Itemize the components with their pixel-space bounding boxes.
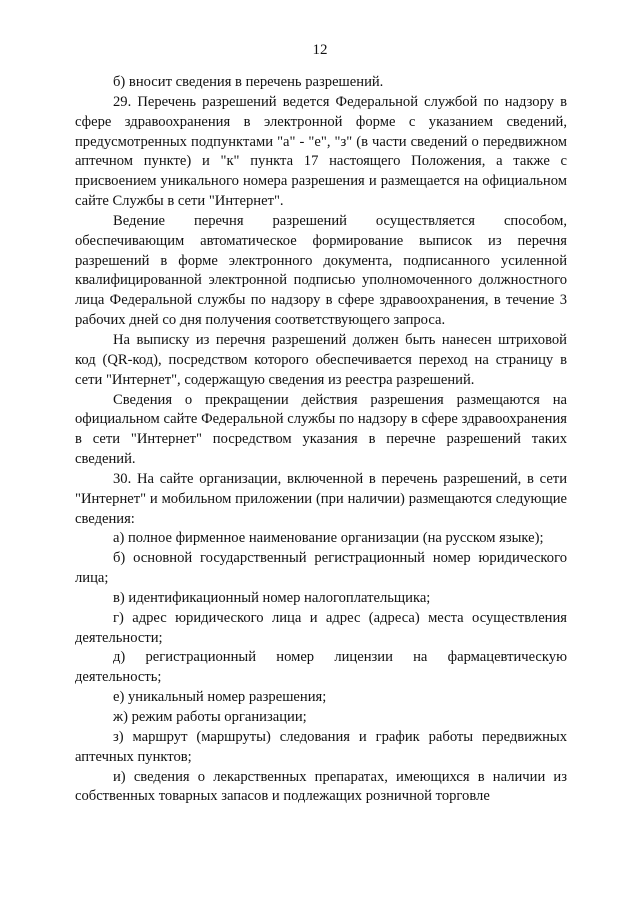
paragraph-item-b-enters-info: б) вносит сведения в перечень разрешений. [113, 74, 384, 90]
document-body [75, 73, 567, 807]
paragraph-list-maintenance: Ведение перечня разрешений осуществляется способом, обеспечивающим автоматическое формирование выписок из перечня разрешений в форме электронного документа, подписанного усиленной квалифицированной электронной подписью уполномоченного должностного лица Федеральной службы по надзору в сфере здравоохранения, в течение 3 рабочих дней со дня получения соответствующего запроса. [75, 212, 567, 329]
list-item-a: а) полное фирменное наименование организации (на русском языке); [113, 530, 544, 547]
list-item-e: е) уникальный номер разрешения; [113, 689, 327, 706]
list-item-z: з) маршрут (маршруты) следования и график работы передвижных аптечных пунктов; [75, 728, 567, 765]
list-item-v: в) идентификационный номер налогоплательщика; [113, 589, 431, 606]
list-item-g: г) адрес юридического лица и адрес (адреса) места осуществления деятельности; [75, 609, 567, 646]
list-item-b: б) основной государственный регистрационный номер юридического лица; [75, 550, 567, 587]
page-number: 12 [312, 42, 328, 58]
paragraph-29-permit-list: 29. Перечень разрешений ведется Федеральной службой по надзору в сфере здравоохранения в электронной форме с указанием сведений, предусмотренных подпунктами "а" - "е", "з" (в части сведений о передвижном аптечном пункте) и "к" пункта 17 настоящего Положения, а также с присвоением уникального номера разрешения и размещается на официальном сайте Службы в сети "Интернет". [75, 93, 567, 210]
list-item-zh: ж) режим работы организации; [113, 709, 307, 725]
list-item-d: д) регистрационный номер лицензии на фармацевтическую деятельность; [75, 649, 567, 686]
paragraph-qr-code: На выписку из перечня разрешений должен быть нанесен штриховой код (QR-код), посредством которого обеспечивается переход на страницу в сети "Интернет", содержащую сведения из реестра разрешений. [75, 331, 567, 388]
list-item-i: и) сведения о лекарственных препаратах, имеющихся в наличии из собственных товарных запасов и подлежащих розничной торговле [75, 768, 567, 805]
paragraph-termination-info: Сведения о прекращении действия разрешения размещаются на официальном сайте Федеральной службы по надзору в сфере здравоохранения в сети "Интернет" посредством указания в перечне разрешений таких сведений. [75, 391, 567, 468]
paragraph-30-website-info: 30. На сайте организации, включенной в перечень разрешений, в сети "Интернет" и мобильном приложении (при наличии) размещаются следующие сведения: [75, 470, 567, 527]
